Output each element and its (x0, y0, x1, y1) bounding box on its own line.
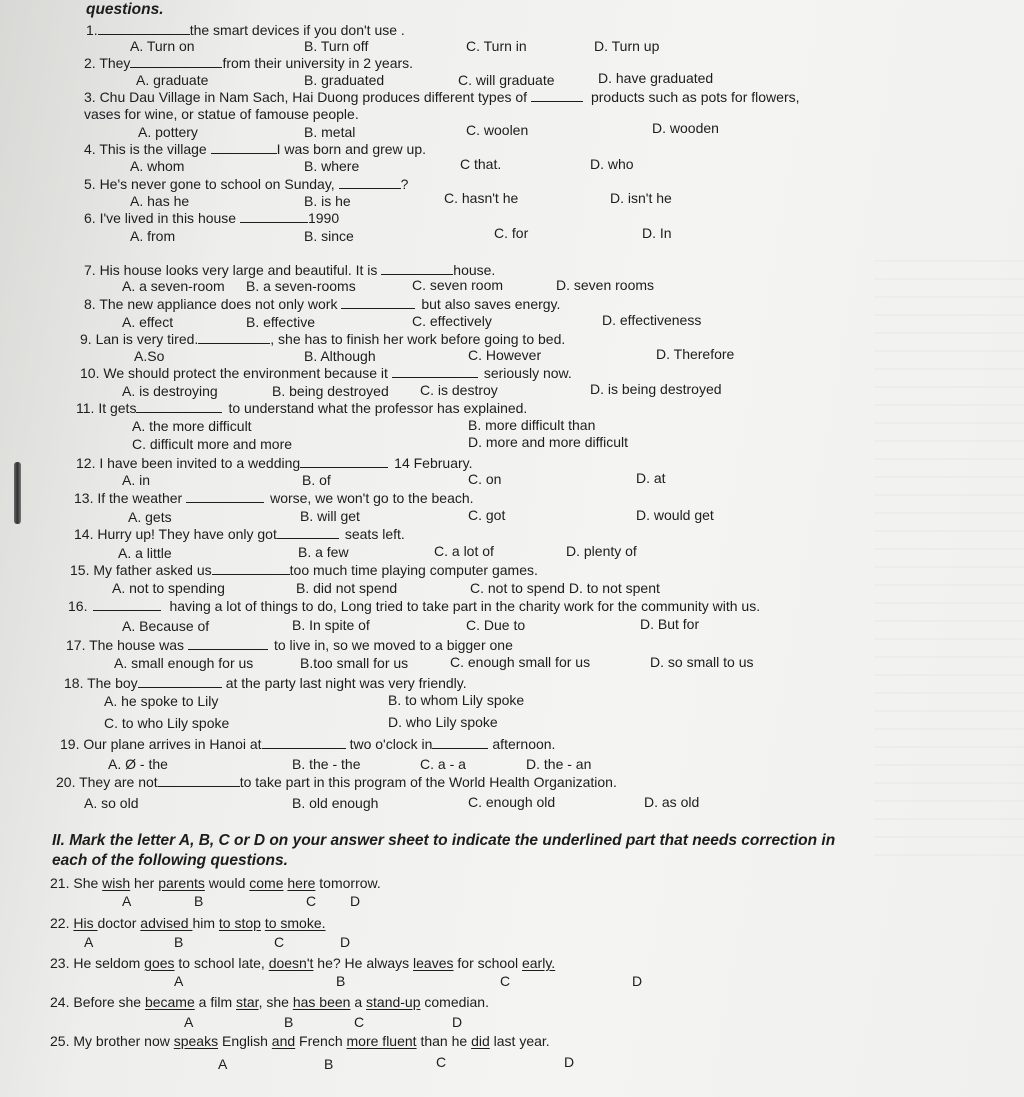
q24-letter-c[interactable]: C (354, 1014, 365, 1030)
q2-option-a[interactable]: A. graduate (136, 72, 209, 88)
question-14: 14. Hurry up! They have only got seats left. (74, 526, 405, 542)
q16-option-b[interactable]: B. In spite of (292, 617, 370, 633)
q16-option-c[interactable]: C. Due to (466, 617, 526, 633)
q10-option-c[interactable]: C. is destroy (420, 382, 498, 398)
q12-option-c[interactable]: C. on (468, 471, 502, 487)
q5-option-a[interactable]: A. has he (130, 193, 190, 209)
q24-letter-b[interactable]: B (284, 1014, 294, 1030)
question-21: 21. She wish her parents would come here tomorrow. (50, 875, 381, 891)
q1-option-c[interactable]: C. Turn in (466, 38, 527, 54)
show-through-lines (874, 260, 1024, 860)
q8-option-c[interactable]: C. effectively (412, 313, 492, 329)
q14-option-b[interactable]: B. a few (298, 544, 349, 560)
section-2-instruction-line2: each of the following questions. (52, 852, 288, 869)
q8-option-a[interactable]: A. effect (122, 314, 174, 330)
q6-option-b[interactable]: B. since (304, 228, 354, 244)
q17-option-b[interactable]: B.too small for us (300, 655, 409, 671)
q17-option-c[interactable]: C. enough small for us (450, 654, 591, 670)
q13-option-d[interactable]: D. would get (636, 507, 714, 523)
q6-option-d[interactable]: D. In (642, 225, 672, 241)
q22-letter-c[interactable]: C (274, 934, 285, 950)
q15-option-c-d[interactable]: C. not to spend D. to not spent (470, 580, 660, 596)
question-22: 22. His doctor advised him to stop to smoke. (50, 915, 326, 931)
question-1: 1. the smart devices if you don't use . (86, 22, 405, 38)
section-header-tail: questions. (86, 1, 164, 18)
question-11: 11. It gets to understand what the professor has explained. (76, 400, 528, 416)
q14-option-d[interactable]: D. plenty of (566, 543, 637, 559)
question-20: 20. They are not to take part in this program of the World Health Organization. (56, 774, 617, 790)
question-18: 18. The boy at the party last night was very friendly. (64, 675, 467, 691)
q3-option-c[interactable]: C. woolen (466, 122, 529, 138)
q22-letter-d[interactable]: D (340, 934, 351, 950)
q8-option-b[interactable]: B. effective (246, 314, 316, 330)
question-23: 23. He seldom goes to school late, doesn't he? He always leaves for school early. (50, 955, 556, 971)
q18-option-c[interactable]: C. to who Lily spoke (104, 715, 230, 731)
q25-letter-a[interactable]: A (218, 1056, 228, 1072)
q17-option-d[interactable]: D. so small to us (650, 654, 754, 670)
q3-option-d[interactable]: D. wooden (652, 120, 719, 136)
q15-option-a[interactable]: A. not to spending (112, 580, 225, 596)
q9-option-b[interactable]: B. Although (304, 348, 376, 364)
q11-option-d[interactable]: D. more and more difficult (468, 434, 629, 450)
q5-option-d[interactable]: D. isn't he (610, 190, 672, 206)
q14-option-c[interactable]: C. a lot of (434, 543, 494, 559)
q1-option-d[interactable]: D. Turn up (594, 38, 660, 54)
q4-option-a[interactable]: A. whom (130, 158, 185, 174)
question-24: 24. Before she became a film star, she has been a stand-up comedian. (50, 994, 489, 1010)
q19-option-a[interactable]: A. Ø - the (108, 756, 168, 772)
q23-letter-b[interactable]: B (336, 973, 346, 989)
question-12: 12. I have been invited to a wedding 14 February. (76, 455, 473, 471)
q20-option-c[interactable]: C. enough old (468, 794, 556, 810)
q20-option-b[interactable]: B. old enough (292, 795, 379, 811)
question-13: 13. If the weather worse, we won't go to the beach. (74, 490, 474, 506)
q6-option-c[interactable]: C. for (494, 225, 529, 241)
question-8: 8. The new appliance does not only work but also saves energy. (84, 296, 561, 312)
q6-option-a[interactable]: A. from (130, 228, 176, 244)
q4-option-c[interactable]: C that. (460, 156, 502, 172)
q18-option-a[interactable]: A. he spoke to Lily (104, 693, 219, 709)
q2-option-d[interactable]: D. have graduated (598, 70, 714, 86)
q5-option-b[interactable]: B. is he (304, 193, 351, 209)
question-17: 17. The house was to live in, so we moved to a bigger one (66, 637, 513, 653)
q10-option-a[interactable]: A. is destroying (122, 383, 218, 399)
question-6: 6. I've lived in this house 1990 (84, 210, 340, 226)
question-19: 19. Our plane arrives in Hanoi at two o'clock in afternoon. (60, 736, 556, 752)
q24-letter-d[interactable]: D (452, 1014, 463, 1030)
q13-option-b[interactable]: B. will get (300, 508, 360, 524)
q7-option-a[interactable]: A. a seven-room (122, 278, 225, 294)
question-16: 16. having a lot of things to do, Long tried to take part in the charity work for the community with us. (68, 598, 761, 614)
q20-option-d[interactable]: D. as old (644, 794, 700, 810)
q8-option-d[interactable]: D. effectiveness (602, 312, 702, 328)
q9-option-a[interactable]: A.So (134, 348, 165, 364)
question-9: 9. Lan is very tired. , she has to finish her work before going to bed. (80, 331, 566, 347)
q19-option-d[interactable]: D. the - an (526, 756, 592, 772)
section-2-instruction-line1: II. Mark the letter A, B, C or D on your answer sheet to indicate the underlined part that needs correction in (52, 832, 836, 849)
q12-option-b[interactable]: B. of (302, 472, 331, 488)
q22-letter-a[interactable]: A (84, 934, 94, 950)
q18-option-d[interactable]: D. who Lily spoke (388, 714, 498, 730)
q16-option-a[interactable]: A. Because of (122, 618, 210, 634)
q11-option-b[interactable]: B. more difficult than (468, 417, 596, 433)
q16-option-d[interactable]: D. But for (640, 616, 700, 632)
q11-option-c[interactable]: C. difficult more and more (132, 436, 293, 452)
q5-option-c[interactable]: C. hasn't he (444, 190, 519, 206)
q9-option-c[interactable]: C. However (468, 347, 542, 363)
q1-option-a[interactable]: A. Turn on (130, 38, 195, 54)
q25-letter-d[interactable]: D (564, 1054, 575, 1070)
q1-option-b[interactable]: B. Turn off (304, 38, 369, 54)
q7-option-b[interactable]: B. a seven-rooms (246, 278, 356, 294)
q21-letter-b[interactable]: B (194, 893, 204, 909)
q2-option-b[interactable]: B. graduated (304, 72, 385, 88)
q13-option-c[interactable]: C. got (468, 507, 506, 523)
q3-option-b[interactable]: B. metal (304, 124, 356, 140)
question-4: 4. This is the village I was born and grew up. (84, 141, 427, 157)
q21-letter-c[interactable]: C (306, 893, 317, 909)
q4-option-b[interactable]: B. where (304, 158, 360, 174)
q23-letter-d[interactable]: D (632, 973, 643, 989)
q11-option-a[interactable]: A. the more difficult (132, 418, 252, 434)
q19-option-b[interactable]: B. the - the (292, 756, 361, 772)
q12-option-d[interactable]: D. at (636, 470, 666, 486)
q7-option-d[interactable]: D. seven rooms (556, 277, 655, 293)
q23-letter-a[interactable]: A (174, 973, 184, 989)
q21-letter-d[interactable]: D (350, 893, 361, 909)
q18-option-b[interactable]: B. to whom Lily spoke (388, 692, 525, 708)
question-3-line2: vases for wine, or statue of famouse people. (84, 106, 359, 122)
q25-letter-c[interactable]: C (436, 1054, 447, 1070)
q23-letter-c[interactable]: C (500, 973, 511, 989)
question-5: 5. He's never gone to school on Sunday, ? (84, 176, 409, 192)
q3-option-a[interactable]: A. pottery (138, 124, 198, 140)
q7-option-c[interactable]: C. seven room (412, 277, 504, 293)
q24-letter-a[interactable]: A (184, 1014, 194, 1030)
question-25: 25. My brother now speaks English and French more fluent than he did last year. (50, 1033, 550, 1049)
q25-letter-b[interactable]: B (324, 1056, 334, 1072)
q17-option-a[interactable]: A. small enough for us (114, 655, 254, 671)
q10-option-b[interactable]: B. being destroyed (272, 383, 389, 399)
q22-letter-b[interactable]: B (174, 934, 184, 950)
question-3: 3. Chu Dau Village in Nam Sach, Hai Duong produces different types of products such as pots for flowers, (84, 89, 800, 105)
question-15: 15. My father asked us too much time playing computer games. (70, 562, 538, 578)
binder-clip (14, 462, 21, 524)
q9-option-d[interactable]: D. Therefore (656, 346, 735, 362)
q4-option-d[interactable]: D. who (590, 156, 634, 172)
q10-option-d[interactable]: D. is being destroyed (590, 381, 722, 397)
q19-option-c[interactable]: C. a - a (420, 756, 466, 772)
q15-option-b[interactable]: B. did not spend (296, 580, 398, 596)
question-7: 7. His house looks very large and beautiful. It is house. (84, 262, 496, 278)
q2-option-c[interactable]: C. will graduate (458, 72, 555, 88)
q12-option-a[interactable]: A. in (122, 472, 151, 488)
question-10: 10. We should protect the environment because it seriously now. (80, 365, 572, 381)
q21-letter-a[interactable]: A (122, 893, 132, 909)
q20-option-a[interactable]: A. so old (84, 795, 139, 811)
q13-option-a[interactable]: A. gets (128, 509, 172, 525)
question-2: 2. They from their university in 2 years. (84, 55, 414, 71)
q14-option-a[interactable]: A. a little (118, 545, 172, 561)
